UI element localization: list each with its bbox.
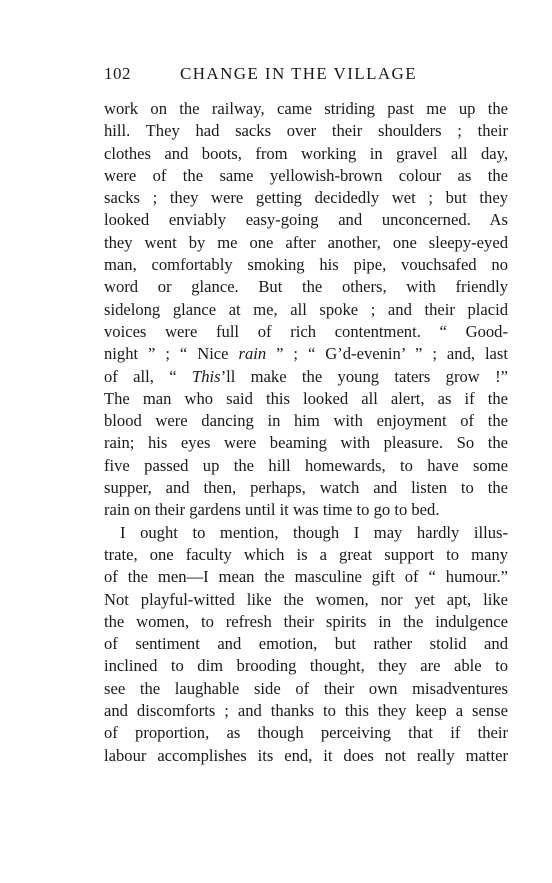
text-line: man, comfortably smoking his pipe, vouchsafed no	[104, 255, 508, 275]
text-line: were of the same yellowish-brown colour as the	[104, 165, 508, 185]
text-line: work on the railway, came striding past me up the	[104, 99, 508, 118]
page-number: 102	[104, 64, 131, 83]
text-line	[104, 343, 508, 365]
text-line: voices were full of rich contentment. “ Good-	[104, 321, 508, 341]
text-line: labour accomplishes its end, it does not really matter	[104, 745, 508, 765]
text-line: sidelong glance at me, all spoke ; and their placid	[104, 299, 508, 319]
text-line: clothes and boots, from working in gravel all day,	[104, 143, 508, 163]
text-line: the women, to refresh their spirits in the indulgence	[104, 611, 508, 631]
text-line: sacks ; they were getting decidedly wet ; but they	[104, 188, 508, 208]
text-line: word or glance. But the others, with friendly	[104, 277, 508, 297]
text-line: of proportion, as though perceiving that if their	[104, 723, 508, 743]
italic-word: rain	[238, 344, 267, 364]
text-line: Not playful-witted like the women, nor yet apt, like	[104, 589, 508, 609]
text-line: I ought to mention, though I may hardly illus-	[120, 522, 508, 542]
text-line: blood were dancing in him with enjoyment of the	[104, 411, 508, 431]
line-segment: ” ; “ G’d-evenin’ ” ; and, last	[266, 344, 508, 364]
text-line: rain on their gardens until it was time to go to bed.	[104, 500, 440, 520]
running-title: CHANGE IN THE VILLAGE	[180, 64, 417, 83]
line-segment: ’ll make the young taters grow !”	[220, 366, 508, 386]
text-line: of sentiment and emotion, but rather stolid and	[104, 634, 508, 654]
text-line: trate, one faculty which is a great support to many	[104, 544, 508, 564]
text-line: looked enviably easy-going and unconcerned. As	[104, 210, 508, 230]
body-text	[104, 98, 508, 767]
text-line: of the men—I mean the masculine gift of “ humour.”	[104, 567, 508, 587]
italic-word: This	[191, 366, 221, 386]
text-line: rain; his eyes were beaming with pleasure. So the	[104, 433, 508, 453]
line-segment: of all, “	[104, 366, 192, 386]
text-line: hill. They had sacks over their shoulders ; their	[104, 121, 508, 141]
text-line: inclined to dim brooding thought, they are able to	[104, 656, 508, 676]
line-segment: night ” ; “ Nice	[104, 344, 239, 364]
text-line: The man who said this looked all alert, as if the	[104, 388, 508, 408]
text-line	[104, 366, 508, 388]
text-line: and discomforts ; and thanks to this they keep a sense	[104, 701, 508, 721]
running-head	[104, 64, 508, 86]
text-line: see the laughable side of their own misadventures	[104, 678, 508, 698]
text-line: supper, and then, perhaps, watch and listen to the	[104, 478, 508, 498]
text-line: they went by me one after another, one sleepy-eyed	[104, 232, 508, 252]
text-line: five passed up the hill homewards, to have some	[104, 455, 508, 475]
